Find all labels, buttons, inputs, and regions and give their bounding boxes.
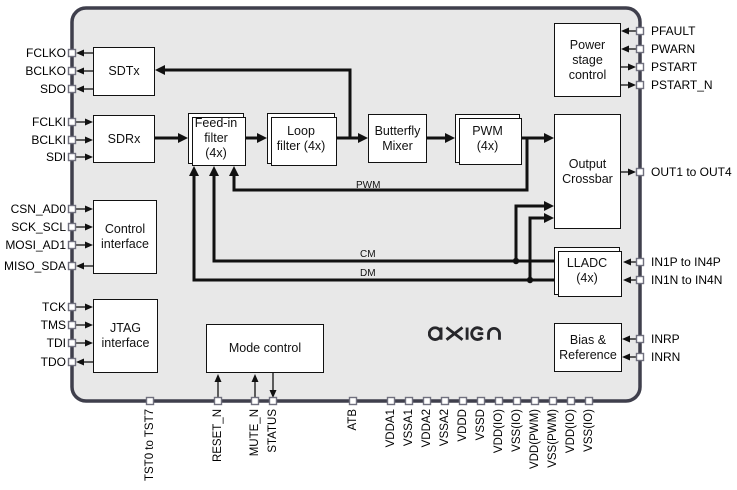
pin-label-miso-sda: MISO_SDA [3, 259, 66, 273]
pin-label-vss-io-1: VSS(IO) [511, 409, 523, 452]
pin-label-bclki: BCLKI [31, 133, 66, 147]
block-label: Power [569, 37, 606, 52]
pin-label-vdda1: VDDA1 [385, 409, 397, 448]
pin-label-tst0-tst7: TST0 to TST7 [144, 409, 156, 482]
pin-label-mosi-ad1: MOSI_AD1 [5, 238, 66, 252]
block-label: (4x) [476, 138, 499, 153]
pin-label-status: STATUS [267, 409, 279, 453]
pin-label-out1-out4: OUT1 to OUT4 [651, 165, 732, 179]
pin-label-vssd: VSSD [475, 409, 487, 441]
block-loop-filter [267, 113, 335, 164]
block-label: Loop [287, 123, 315, 138]
axign-logo [428, 319, 502, 347]
pin-label-atb: ATB [347, 409, 359, 431]
block-sdrx [93, 115, 155, 163]
pin-label-tms: TMS [40, 318, 66, 332]
pin-label-pwarn: PWARN [651, 42, 696, 56]
pin-label-tdi: TDI [46, 336, 66, 350]
block-pwm [455, 114, 520, 163]
pin-label-vssa2: VSSA2 [439, 409, 451, 447]
block-label: PWM [472, 123, 503, 138]
pin-label-sdi: SDI [45, 150, 66, 164]
pin-label-inrp: INRP [651, 332, 680, 346]
block-label: Feed-in [194, 116, 238, 130]
block-label: SDTx [108, 64, 140, 78]
pin-label-vss-pwm: VSS(PWM) [547, 409, 559, 468]
block-label: (4x) [205, 146, 227, 160]
pin-label-pfault: PFAULT [651, 24, 696, 38]
pin-label-vss-io-2: VSS(IO) [583, 409, 595, 452]
pin-label-vssa1: VSSA1 [403, 409, 415, 447]
pin-label-reset-n: RESET_N [212, 409, 224, 463]
wire-label-cm: CM [360, 249, 376, 260]
block-label: Bias & [569, 332, 607, 347]
pin-label-sdo: SDO [39, 82, 66, 96]
block-jtag-interface [93, 299, 158, 373]
block-power-stage-control [554, 23, 621, 97]
block-label: Mixer [382, 138, 413, 153]
block-mode-control [206, 324, 324, 373]
block-label: filter (4x) [276, 138, 326, 153]
block-label: Mode control [228, 341, 302, 355]
block-feed-in-filter [188, 113, 244, 164]
block-label: SDRx [107, 131, 141, 146]
block-lladc [554, 247, 620, 295]
pin-label-pstart: PSTART [651, 60, 698, 74]
pin-label-tdo: TDO [40, 355, 66, 369]
pin-label-mute-n: MUTE_N [249, 409, 261, 457]
block-label: Output [568, 156, 607, 171]
pin-label-tck: TCK [42, 300, 66, 314]
block-label: JTAG [109, 321, 142, 335]
pin-label-bclko: BCLKO [25, 64, 66, 78]
pin-label-vdd-pwm: VDD(PWM) [529, 409, 541, 470]
block-label: (4x) [576, 271, 598, 285]
block-label: interface [101, 336, 150, 350]
block-sdtx [93, 47, 155, 96]
wire-label-pwm: PWM [356, 180, 381, 191]
block-label: interface [101, 237, 149, 251]
block-label: Reference [559, 347, 617, 362]
block-label: LLADC [566, 256, 608, 270]
pin-label-inrn: INRN [651, 350, 681, 364]
pin-label-in1n-in4n: IN1N to IN4N [651, 273, 723, 287]
block-label: Crossbar [562, 171, 613, 186]
wire-label-dm: DM [360, 268, 376, 279]
block-label: Butterfly [374, 123, 421, 138]
pin-label-vdda2: VDDA2 [421, 409, 433, 448]
block-butterfly-mixer [368, 114, 427, 163]
block-label: Control [104, 222, 146, 236]
block-control-interface [93, 200, 157, 274]
pin-label-fclko: FCLKO [25, 46, 66, 60]
pin-label-pstart-n: PSTART_N [651, 78, 713, 92]
block-label: stage [572, 52, 603, 67]
pin-label-csn-ad0: CSN_AD0 [10, 202, 66, 216]
pin-label-vdd-io-2: VDD(IO) [565, 409, 577, 454]
pin-label-vdd-io-1: VDD(IO) [493, 409, 505, 454]
pin-label-in1p-in4p: IN1P to IN4P [651, 255, 721, 269]
pin-label-sck-scl: SCK_SCL [11, 220, 66, 234]
block-label: filter [204, 131, 228, 145]
block-bias-reference [554, 323, 622, 372]
block-output-crossbar [554, 114, 621, 229]
pin-label-vddd: VDDD [457, 409, 469, 442]
block-label: control [568, 67, 607, 82]
pin-label-fclki: FCLKI [31, 115, 66, 129]
